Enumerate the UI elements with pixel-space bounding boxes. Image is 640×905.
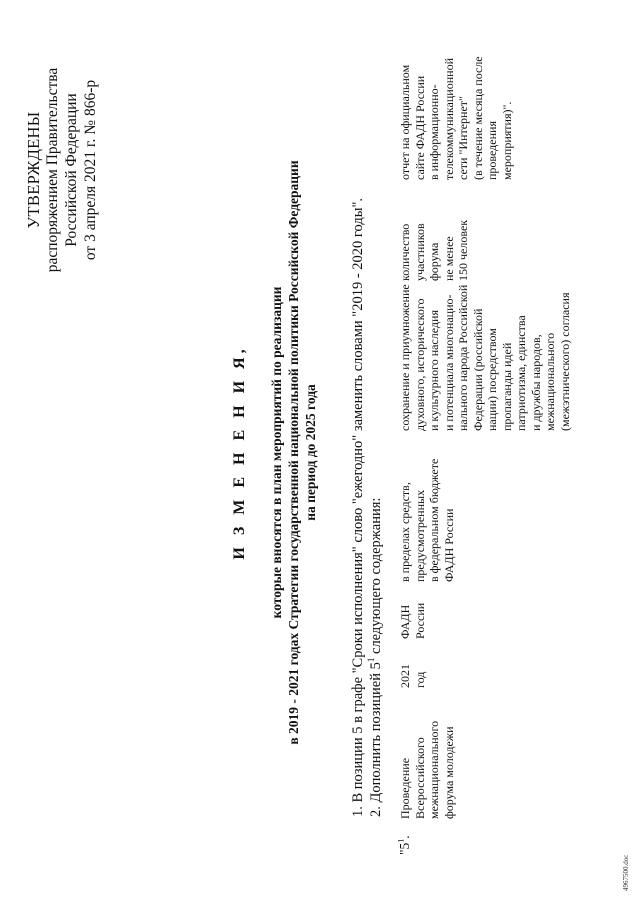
- document-title: [230, 0, 319, 905]
- approval-heading: УТВЕРЖДЕНЫ: [24, 111, 43, 229]
- document-file-code: 4967500.doc: [622, 854, 630, 891]
- cell-funding: [398, 459, 456, 582]
- cell-line: в пределах средств,: [398, 482, 412, 582]
- cell-line: межнационального: [427, 720, 441, 819]
- cell-line: сохранение и приумножение: [398, 284, 412, 431]
- cell-report: [398, 56, 514, 180]
- cell-line: России: [412, 602, 427, 639]
- cell-line: сети "Интернет": [456, 96, 470, 180]
- cell-line: в федеральном бюджете: [427, 458, 441, 582]
- paragraph-2-superscript: 1: [366, 657, 377, 663]
- approval-stamp: [24, 35, 100, 305]
- cell-indicator: [398, 220, 471, 281]
- cell-line: Всероссийского: [412, 737, 427, 819]
- cell-line: мероприятия)".: [499, 101, 514, 180]
- paragraph-2-suffix: следующего содержания:: [368, 497, 384, 658]
- cell-line: количество: [398, 223, 412, 281]
- cell-line: форума молодежи: [441, 726, 456, 819]
- cell-line: год: [412, 671, 427, 688]
- title-line: которые вносятся в план мероприятий по реализации: [269, 286, 284, 619]
- paragraph-2-prefix: 2. Дополнить позицией 5: [368, 662, 384, 817]
- cell-line: 150 человек: [456, 219, 470, 281]
- cell-line: проведения: [485, 121, 499, 180]
- cell-line: духовного, исторического: [412, 298, 427, 431]
- cell-executor: [398, 603, 427, 639]
- title-heading: И З М Е Н Е Н И Я,: [231, 345, 248, 560]
- cell-line: форума: [427, 242, 441, 281]
- row-number-suffix: .: [397, 835, 412, 839]
- cell-line: Федерации (российской: [470, 308, 485, 431]
- cell-line: предусмотренных: [412, 489, 427, 582]
- cell-line: и дружбы народов,: [528, 334, 543, 431]
- approval-line: распоряжением Правительства: [44, 67, 61, 273]
- cell-line: не менее: [441, 236, 456, 281]
- cell-line: участников: [412, 223, 427, 281]
- row-number-superscript: 1: [396, 838, 406, 843]
- title-line: в 2019 - 2021 годах Стратегии государственной национальной политики Российской Федерации: [286, 160, 301, 745]
- cell-line: пропаганды идей: [499, 342, 514, 431]
- cell-line: в информационно-: [427, 84, 441, 180]
- cell-term: [398, 664, 427, 688]
- cell-line: нации) посредством: [485, 328, 499, 431]
- approval-line: от 3 апреля 2021 г. № 866-р: [82, 79, 99, 261]
- paragraph-1: 1. В позиции 5 в графе "Сроки исполнения" слово "ежегодно" заменить словами "2019 - 2020 годы".: [350, 198, 366, 817]
- cell-line: межнационального: [543, 332, 557, 431]
- cell-line: и потенциала многонацио-: [441, 294, 456, 431]
- cell-line: и культурного наследия: [427, 310, 441, 431]
- cell-line: телекоммуникационной: [441, 58, 456, 180]
- cell-line: (межэтнического) согласия: [557, 292, 572, 431]
- cell-line: сайте ФАДН России: [412, 75, 427, 180]
- cell-line: отчет на официальном: [398, 64, 412, 180]
- row-number-prefix: "5: [397, 842, 412, 855]
- row-number: [398, 835, 413, 855]
- cell-line: ФАДН России: [441, 508, 456, 582]
- title-line: на период до 2025 года: [303, 384, 318, 521]
- cell-line: патриотизма, единства: [514, 315, 528, 431]
- cell-line: нального народа Российской: [456, 284, 470, 431]
- paragraph-2: [368, 498, 384, 817]
- cell-line: ФАДН: [398, 604, 412, 639]
- cell-event: [398, 721, 456, 819]
- approval-line: Российской Федерации: [63, 93, 80, 247]
- cell-line: Проведение: [398, 757, 412, 819]
- cell-goal: [398, 284, 572, 431]
- cell-line: (в течение месяца после: [470, 56, 485, 180]
- table-row: [398, 0, 618, 905]
- cell-line: 2021: [398, 664, 412, 688]
